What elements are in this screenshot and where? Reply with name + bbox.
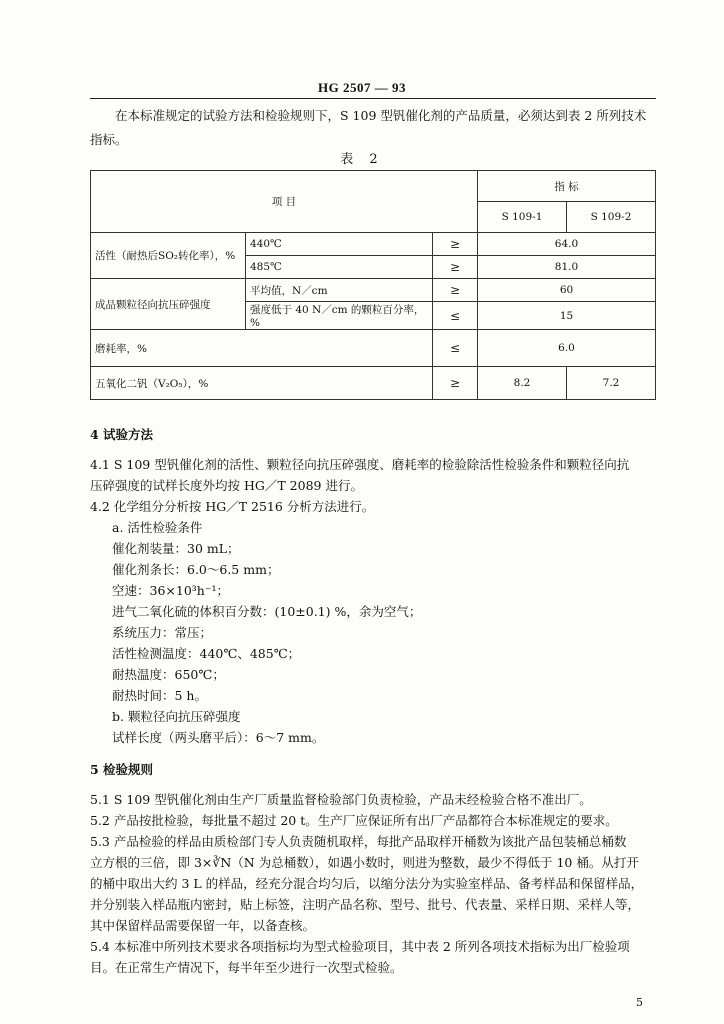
s4-item-b: b. 颗粒径向抗压碎强度	[112, 709, 241, 724]
row-sub-label: 强度低于 40 N／cm 的颗粒百分率，%	[246, 302, 433, 330]
s4-item-a: a. 活性检验条件	[112, 520, 203, 535]
row-sub-label: 平均值，N／cm	[246, 279, 433, 302]
row-group-label: 五氧化二钒（V₂O₅），%	[91, 367, 433, 400]
s5-para-1: 5.1 S 109 型钒催化剂由生产厂质量监督检验部门负责检验，产品未经检验合格不准出厂。	[90, 792, 592, 807]
comparison-symbol: ≤	[433, 330, 478, 367]
row-sub-label: 485℃	[246, 256, 433, 279]
s5-para-3a: 5.3 产品检验的样品由质检部门专人负责随机取样，每批产品取样开桶数为该批产品包装桶总桶数	[90, 834, 627, 849]
spec-table	[90, 170, 656, 400]
s4-para-2: 4.2 化学组分分析按 HG／T 2516 分析方法进行。	[90, 499, 375, 514]
row-value: 15	[478, 302, 656, 330]
row-value: 6.0	[478, 330, 656, 367]
table-row	[91, 279, 656, 302]
col-header-1: S 109-1	[478, 202, 567, 233]
s4-line-9: 试样长度（两头磨平后）：6～7 mm。	[112, 730, 325, 745]
page-number: 5	[636, 996, 643, 1009]
comparison-symbol: ≤	[433, 302, 478, 330]
document-header: HG 2507 — 93	[318, 80, 406, 95]
table-row	[91, 233, 656, 256]
row-group-label: 活性（耐热后SO₂转化率），%	[91, 233, 246, 279]
s5-para-4a: 5.4 本标准中所列技术要求各项指标均为型式检验项目，其中表 2 所列各项技术指标为出厂检验项	[90, 939, 630, 954]
s4-para-1a: 4.1 S 109 型钒催化剂的活性、颗粒径向抗压碎强度、磨耗率的检验除活性检验条件和颗粒径向抗	[90, 457, 630, 472]
intro-paragraph: 在本标准规定的试验方法和检验规则下，S 109 型钒催化剂的产品质量，必须达到表 2 所列技术指标。	[90, 108, 647, 147]
s5-para-3b: 立方根的三倍，即 3×∛N（N 为总桶数），如遇小数时，则进为整数，最少不得低于 10 桶。从打开	[90, 855, 639, 870]
s4-line-1: 催化剂装量：30 mL；	[112, 541, 240, 556]
item-header: 项 目	[91, 171, 478, 233]
s5-para-3d: 并分别装入样品瓶内密封，贴上标签，注明产品名称、型号、批号、代表量、采样日期、采样人等，	[90, 897, 641, 912]
col-header-2: S 109-2	[567, 202, 656, 233]
row-value: 60	[478, 279, 656, 302]
comparison-symbol: ≥	[433, 367, 478, 400]
s5-para-3c: 的桶中取出大约 3 L 的样品，经充分混合均匀后，以缩分法分为实验室样品、备考样品和保留样品，	[90, 876, 644, 891]
row-value: 64.0	[478, 233, 656, 256]
s4-line-7: 耐热温度：650℃；	[112, 667, 225, 682]
row-group-label: 磨耗率，%	[91, 330, 433, 367]
table-row	[91, 330, 656, 367]
s4-line-4: 进气二氧化硫的体积百分数：(10±0.1) %，余为空气；	[112, 604, 422, 619]
s4-line-6: 活性检测温度：440℃、485℃；	[112, 646, 301, 661]
row-value: 81.0	[478, 256, 656, 279]
header-rule	[90, 98, 656, 99]
index-header: 指 标	[478, 171, 656, 202]
s5-para-3e: 其中保留样品需要保留一年，以备查核。	[90, 918, 316, 933]
comparison-symbol: ≥	[433, 233, 478, 256]
comparison-symbol: ≥	[433, 256, 478, 279]
s5-para-2: 5.2 产品按批检验，每批量不超过 20 t。生产厂应保证所有出厂产品都符合本标准规定的要求。	[90, 813, 618, 828]
s4-line-8: 耐热时间：5 h。	[112, 688, 207, 703]
table-row	[91, 367, 656, 400]
row-value-2: 7.2	[567, 367, 656, 400]
s4-line-5: 系统压力：常压；	[112, 625, 213, 640]
section-4-title: 4 试验方法	[90, 427, 154, 442]
s4-line-3: 空速：36×10³h⁻¹；	[112, 583, 229, 598]
section-5-title: 5 检验规则	[90, 762, 154, 777]
table-caption: 表 2	[340, 152, 384, 167]
s4-para-1b: 压碎强度的试样长度外均按 HG／T 2089 进行。	[90, 478, 363, 493]
s4-line-2: 催化剂条长：6.0～6.5 mm；	[112, 562, 280, 577]
comparison-symbol: ≥	[433, 279, 478, 302]
s5-para-4b: 目。在正常生产情况下，每半年至少进行一次型式检验。	[90, 960, 403, 975]
row-sub-label: 440℃	[246, 233, 433, 256]
row-value-1: 8.2	[478, 367, 567, 400]
row-group-label: 成品颗粒径向抗压碎强度	[91, 279, 246, 330]
